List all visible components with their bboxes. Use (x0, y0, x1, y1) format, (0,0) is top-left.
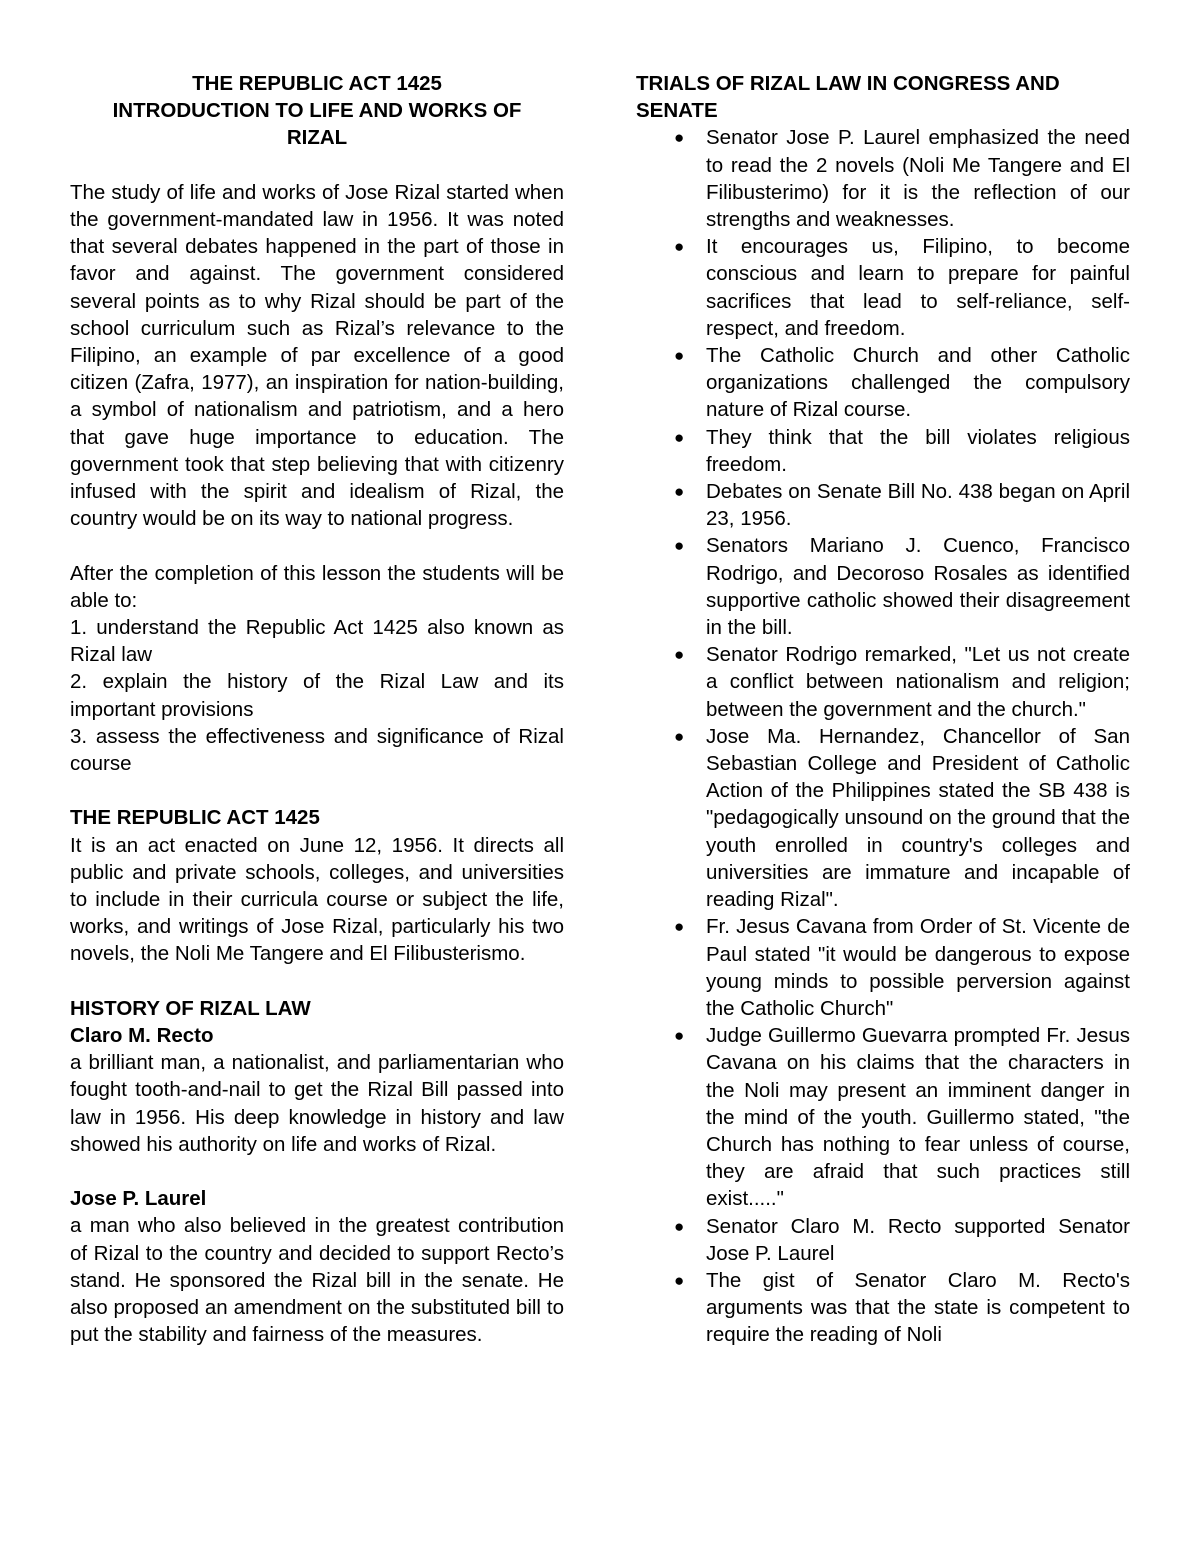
right-column (636, 70, 1130, 1349)
list-item: ● They think that the bill violates religious freedom. (674, 425, 1130, 476)
title-line-1: THE REPUBLIC ACT 1425 (192, 72, 442, 95)
ra-heading: THE REPUBLIC ACT 1425 (70, 806, 320, 830)
list-item: ● Fr. Jesus Cavana from Order of St. Vicente de Paul stated "it would be dangerous to expose young minds to possible perversion against the Catholic Church" (674, 915, 1130, 1020)
list-item: ● The gist of Senator Claro M. Recto's arguments was that the state is competent to require the reading of Noli (674, 1268, 1130, 1347)
left-column (70, 70, 564, 1348)
bullet-icon: ● (674, 1216, 685, 1236)
bullet-icon: ● (674, 482, 685, 502)
intro-paragraph: The study of life and works of Jose Rizal started when the government-mandated law in 1956. It was noted that several debates happened in the part of those in favor and against. The government considered several points as to why Rizal should be part of the school curriculum such as Rizal’s relevance to the Filipino, an example of par excellence of a good citizen (Zafra, 1977), an inspiration for nation-building, a symbol of nationalism and patriotism, and a hero that gave huge importance to education. The government took that step believing that with citizenry infused with the spirit and idealism of Rizal, the country would be on its way to national progress. (70, 180, 564, 531)
list-item: ● Senators Mariano J. Cuenco, Francisco Rodrigo, and Decoroso Rosales as identified supportive catholic showed their disagreement in the bill. (674, 534, 1130, 640)
list-item: ● Judge Guillermo Guevarra prompted Fr. Jesus Cavana on his claims that the characters in the Noli may present an imminent danger in the mind of the youth. Guillermo stated, "the Church has nothing to fear unless of course, they are afraid that such practices still exist....." (674, 1024, 1130, 1211)
objective-item: 2. explain the history of the Rizal Law and its important provisions (70, 670, 564, 721)
bullet-icon: ● (674, 1026, 685, 1046)
title-line-2: INTRODUCTION TO LIFE AND WORKS OF (112, 99, 522, 123)
list-item: ● Senator Jose P. Laurel emphasized the need to read the 2 novels (Noli Me Tangere and El Filibusterimo) for it is the reflection of our strengths and weaknesses. (674, 126, 1130, 232)
recto-paragraph: a brilliant man, a nationalist, and parliamentarian who fought tooth-and-nail to get the Rizal Bill passed into law in 1956. His deep knowledge in history and law showed his authority on life and works of Rizal. (70, 1051, 564, 1156)
list-item: ● The Catholic Church and other Catholic organizations challenged the compulsory nature of Rizal course. (674, 344, 1130, 422)
bullet-icon: ● (674, 726, 685, 746)
trials-bullet-list (636, 124, 1130, 1348)
list-item: ● Senator Rodrigo remarked, "Let us not create a conflict between nationalism and religion; between the government and the church." (674, 643, 1130, 721)
laurel-paragraph: a man who also believed in the greatest contribution of Rizal to the country and decided to support Recto’s stand. He sponsored the Rizal bill in the senate. He also proposed an amendment on the substituted bill to put the stability and fairness of the measures. (70, 1214, 564, 1347)
objective-item: 3. assess the effectiveness and significance of Rizal course (70, 724, 564, 776)
document-title (70, 70, 564, 152)
bullet-icon: ● (674, 128, 685, 148)
bullet-icon: ● (674, 917, 685, 937)
list-item: ● Jose Ma. Hernandez, Chancellor of San Sebastian College and President of Catholic Action of the Philippines stated the SB 438 is "pedagogically unsound on the ground that the youth enrolled in country's colleges and universities are immature and incapable of reading Rizal". (674, 724, 1130, 912)
trials-heading: TRIALS OF RIZAL LAW IN CONGRESS AND SENATE (636, 72, 1060, 123)
objectives-intro: After the completion of this lesson the students will be able to: (70, 561, 564, 612)
recto-heading: Claro M. Recto (70, 1024, 214, 1048)
bullet-icon: ● (674, 237, 685, 257)
bullet-icon: ● (674, 346, 685, 366)
bullet-icon: ● (674, 536, 685, 556)
list-item: ● It encourages us, Filipino, to become conscious and learn to prepare for painful sacrifices that lead to self-reliance, self-respect, and freedom. (674, 235, 1130, 340)
ra-paragraph: It is an act enacted on June 12, 1956. It directs all public and private schools, colleges, and universities to include in their curricula course or subject the life, works, and writings of Jose Rizal, particularly his two novels, the Noli Me Tangere and El Filibusterismo. (70, 833, 564, 966)
bullet-icon: ● (674, 645, 685, 665)
laurel-heading: Jose P. Laurel (70, 1187, 207, 1211)
bullet-icon: ● (674, 1270, 685, 1290)
history-heading: HISTORY OF RIZAL LAW (70, 996, 311, 1020)
objective-item: 1. understand the Republic Act 1425 also known as Rizal law (70, 616, 564, 667)
list-item: ● Senator Claro M. Recto supported Senator Jose P. Laurel (674, 1214, 1130, 1265)
bullet-icon: ● (674, 427, 685, 447)
list-item: ● Debates on Senate Bill No. 438 began on April 23, 1956. (674, 480, 1130, 531)
title-line-3: RIZAL (286, 126, 348, 150)
